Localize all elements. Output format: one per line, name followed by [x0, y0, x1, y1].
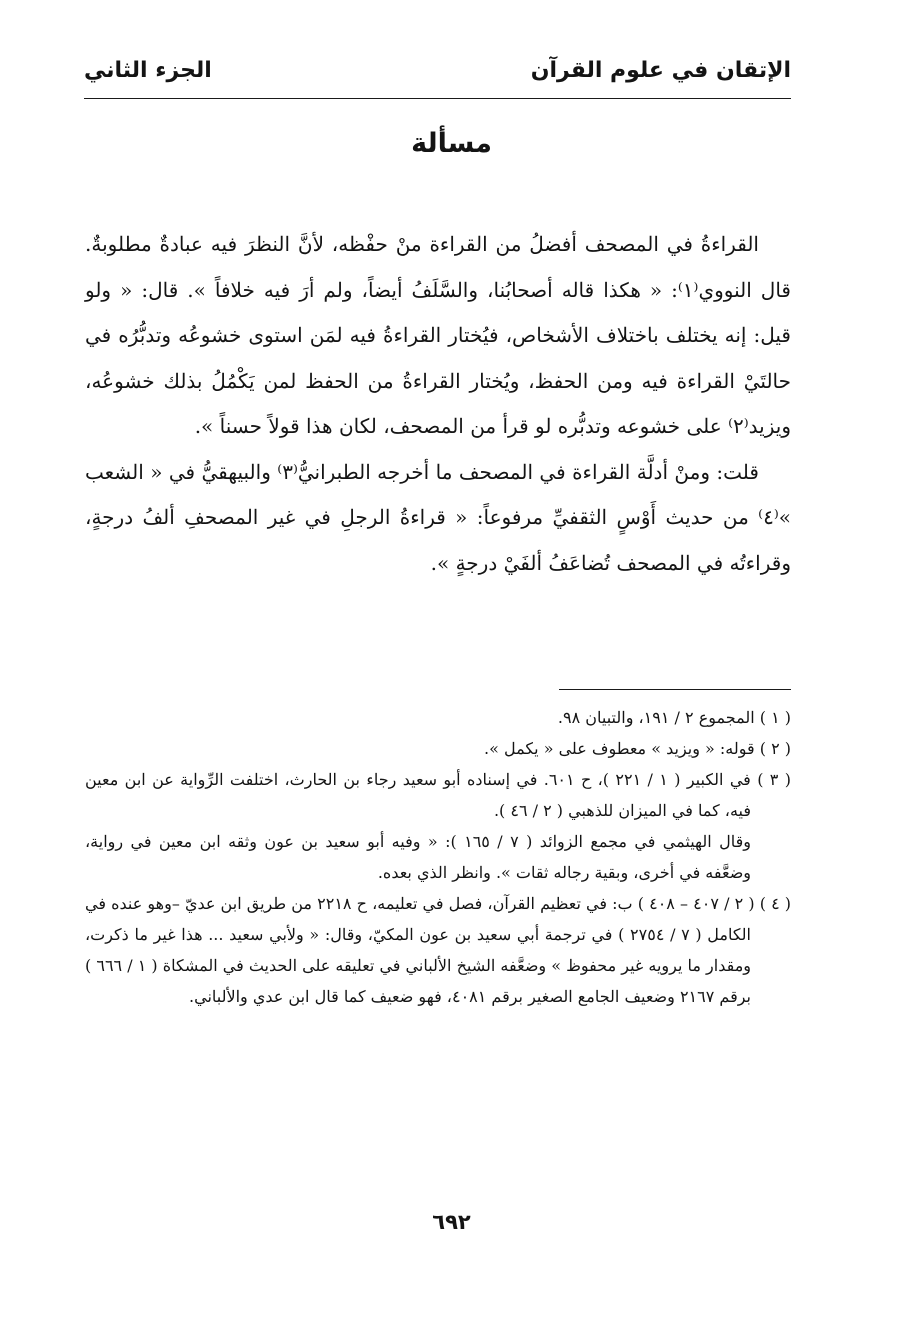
main-text — [85, 222, 791, 586]
section-title: مسألة — [411, 128, 492, 159]
footnote-4: ( ٤ ) ( ٢ / ٤٠٧ – ٤٠٨ ) ب: في تعظيم القرآن، فصل في تعليمه، ح ٢٢١٨ من طريق ابن عديّ –وهو عنده في الكامل ( ٧ / ٢٧٥٤ ) في ترجمة أبي سعيد بن عون المكيّ، وقال: « ولأبي سعيد ... هذا غير ما ذكرت، ومقدار ما يرويه غير محفوظ » وضعَّفه الشيخ الألباني في تعليقه على الحديث في المشكاة ( ١ / ٦٦٦ ) برقم ٢١٦٧ وضعيف الجامع الصغير برقم ٤٠٨١، فهو ضعيف كما قال ابن عدي والألباني. — [85, 894, 792, 1006]
footnotes — [85, 702, 791, 1012]
paragraph-1: القراءةُ في المصحف أفضلُ من القراءة منْ حفْظه، لأنَّ النظرَ فيه عبادةٌ مطلوبةٌ. قال النووي⁽١⁾: « هكذا قاله أصحابُنا، والسَّلَفُ أيضاً، ولم أرَ فيه خلافاً ». قال: « ولو قيل: إنه يختلف باختلاف الأشخاص، فيُختار القراءةُ فيه لمَن استوى خشوعُه وتدبُّرُه في حالتَيْ القراءة فيه ومن الحفظ، ويُختار القراءةُ من الحفظ لمن يَكْمُلُ بذلك خشوعُه، ويزيد⁽٢⁾ على خشوعه وتدبُّره لو قرأ من المصحف، لكان هذا قولاً حسناً ». — [85, 232, 791, 438]
footnote-separator — [559, 689, 791, 690]
footnote-3-continued: وقال الهيثمي في مجمع الزوائد ( ٧ / ١٦٥ ): « وفيه أبو سعيد بن عون وثقه ابن معين في رواية، وضعَّفه في أخرى، وبقية رجاله ثقات ». وانظر الذي بعده. — [85, 832, 752, 882]
footnote-2: ( ٢ ) قوله: « ويزيد » معطوف على « يكمل ». — [484, 739, 791, 758]
footnote-3: ( ٣ ) في الكبير ( ١ / ٢٢١ )، ح ٦٠١. في إسناده أبو سعيد رجاء بن الحارث، اختلفت الرِّواية عن ابن معين فيه، كما في الميزان للذهبي ( ٢ / ٤٦ ). — [85, 770, 791, 820]
page-number: ٦٩٢ — [432, 1210, 471, 1234]
footnote-1: ( ١ ) المجموع ٢ / ١٩١، والتبيان ٩٨. — [557, 708, 791, 727]
header-book-title: الإتقان في علوم القرآن — [530, 58, 791, 83]
running-header — [84, 56, 791, 99]
header-part-label: الجزء الثاني — [84, 58, 212, 83]
paragraph-2: قلت: ومنْ أدلَّة القراءة في المصحف ما أخرجه الطبرانيُّ⁽٣⁾ والبيهقيُّ في « الشعب »⁽٤⁾ من حديث أَوْسٍ الثقفيِّ مرفوعاً: « قراءةُ الرجلِ في غير المصحفِ ألفُ درجةٍ، وقراءتُه في المصحف تُضاعَفُ ألفَيْ درجةٍ ». — [85, 459, 791, 575]
